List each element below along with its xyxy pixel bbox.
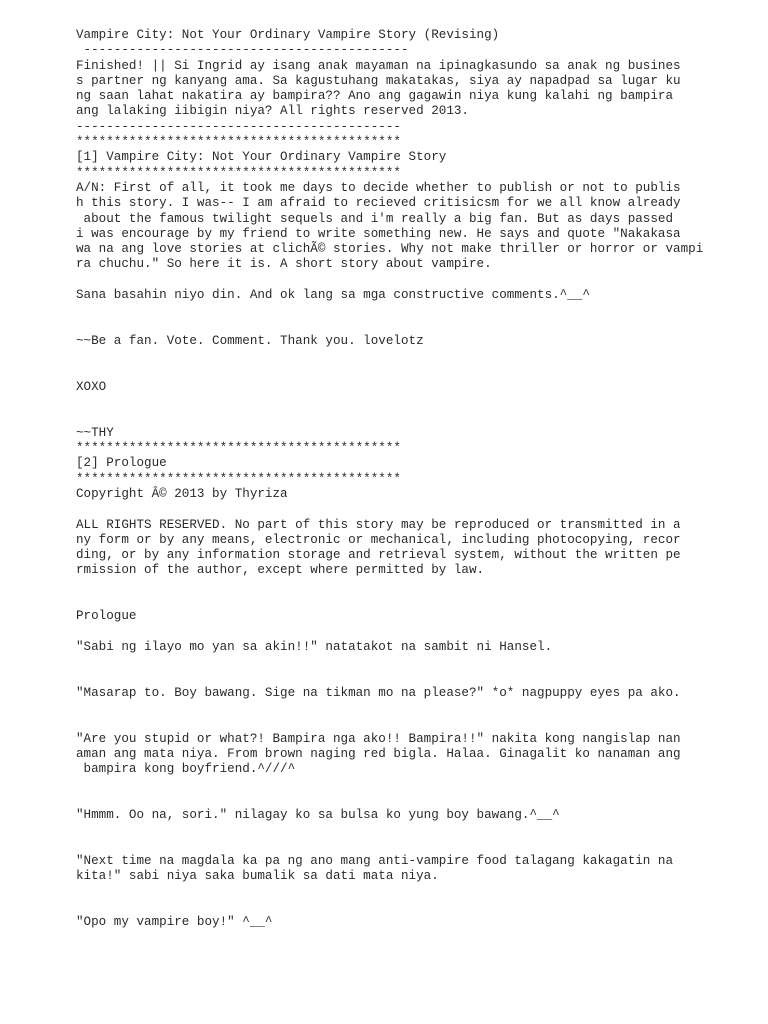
blank-line: [76, 716, 716, 731]
asterisk-rule: *******************************************: [76, 441, 401, 456]
story-paragraph: "Are you stupid or what?! Bampira nga ako!! Bampira!!" nakita kong nangislap nan: [76, 731, 681, 746]
author-note-line: Sana basahin niyo din. And ok lang sa mga constructive comments.^__^: [76, 288, 590, 303]
rights-notice-line: ding, or by any information storage and retrieval system, without the written pe: [76, 548, 681, 563]
author-signature: ~~THY: [76, 425, 114, 440]
blank-line: [76, 670, 716, 685]
blank-line: [76, 900, 716, 915]
blank-line: [76, 655, 716, 670]
blank-line: [76, 594, 716, 609]
story-paragraph: "Opo my vampire boy!" ^__^: [76, 915, 273, 930]
story-title: Vampire City: Not Your Ordinary Vampire Story (Revising): [76, 28, 500, 42]
author-note-line: h this story. I was-- I am afraid to recieved critisicsm for we all know already: [76, 196, 681, 211]
story-paragraph: "Sabi ng ilayo mo yan sa akin!!" natatakot na sambit ni Hansel.: [76, 639, 553, 654]
summary-line: Finished! || Si Ingrid ay isang anak mayaman na ipinagkasundo sa anak ng busines: [76, 58, 681, 73]
rights-notice-line: rmission of the author, except where permitted by law.: [76, 563, 485, 578]
author-note-line: XOXO: [76, 379, 107, 394]
blank-line: [76, 349, 716, 364]
author-note-line: wa na ang love stories at clichÃ© stories. Why not make thriller or horror or vampi: [76, 242, 704, 257]
copyright-line: Copyright Â© 2013 by Thyriza: [76, 486, 288, 501]
blank-line: [76, 701, 716, 716]
asterisk-rule: *******************************************: [76, 165, 401, 180]
blank-line: [76, 365, 716, 380]
separator: -------------------------------------------: [76, 119, 401, 134]
blank-line: [76, 319, 716, 334]
asterisk-rule: *******************************************: [76, 135, 401, 150]
summary-line: s partner ng kanyang ama. Sa kagustuhang makatakas, siya ay napadpad sa lugar ku: [76, 73, 681, 88]
story-paragraph: "Hmmm. Oo na, sori." nilagay ko sa bulsa ko yung boy bawang.^__^: [76, 808, 560, 823]
blank-line: [76, 823, 716, 838]
summary-line: ng saan lahat nakatira ay bampira?? Ano ang gagawin niya kung kalahi ng bampira: [76, 89, 674, 104]
story-paragraph: bampira kong boyfriend.^///^: [76, 762, 296, 777]
blank-line: [76, 793, 716, 808]
author-note-line: about the famous twilight sequels and i'm really a big fan. But as days passed: [76, 211, 674, 226]
blank-line: [76, 273, 716, 288]
story-paragraph: "Next time na magdala ka pa ng ano mang anti-vampire food talagang kakagatin na: [76, 854, 674, 869]
blank-line: [76, 625, 716, 640]
story-paragraph: aman ang mata niya. From brown naging red bigla. Halaa. Ginagalit ko nanaman ang: [76, 746, 681, 761]
blank-line: [76, 885, 716, 900]
blank-line: [76, 579, 716, 594]
blank-line: [76, 502, 716, 517]
rights-notice-line: ALL RIGHTS RESERVED. No part of this story may be reproduced or transmitted in a: [76, 517, 681, 532]
author-note-line: i was encourage by my friend to write something new. He says and quote "Nakakasa: [76, 226, 681, 241]
author-note-line: ~~Be a fan. Vote. Comment. Thank you. lovelotz: [76, 333, 424, 348]
chapter-heading: [2] Prologue: [76, 456, 167, 471]
separator: -------------------------------------------: [76, 43, 409, 58]
blank-line: [76, 303, 716, 318]
chapter-heading: [1] Vampire City: Not Your Ordinary Vampire Story: [76, 150, 447, 165]
story-paragraph: kita!" sabi niya saka bumalik sa dati mata niya.: [76, 869, 439, 884]
blank-line: [76, 410, 716, 425]
author-note-line: ra chuchu." So here it is. A short story about vampire.: [76, 257, 492, 272]
story-paragraph: "Masarap to. Boy bawang. Sige na tikman mo na please?" *o* nagpuppy eyes pa ako.: [76, 685, 681, 700]
section-heading: Prologue: [76, 609, 137, 624]
blank-line: [76, 839, 716, 854]
summary-line: ang lalaking iibigin niya? All rights reserved 2013.: [76, 104, 469, 119]
blank-line: [76, 395, 716, 410]
blank-line: [76, 778, 716, 793]
author-note-line: A/N: First of all, it took me days to decide whether to publish or not to publis: [76, 180, 681, 195]
rights-notice-line: ny form or by any means, electronic or mechanical, including photocopying, recor: [76, 532, 681, 547]
document-page: [76, 28, 716, 931]
asterisk-rule: *******************************************: [76, 471, 401, 486]
